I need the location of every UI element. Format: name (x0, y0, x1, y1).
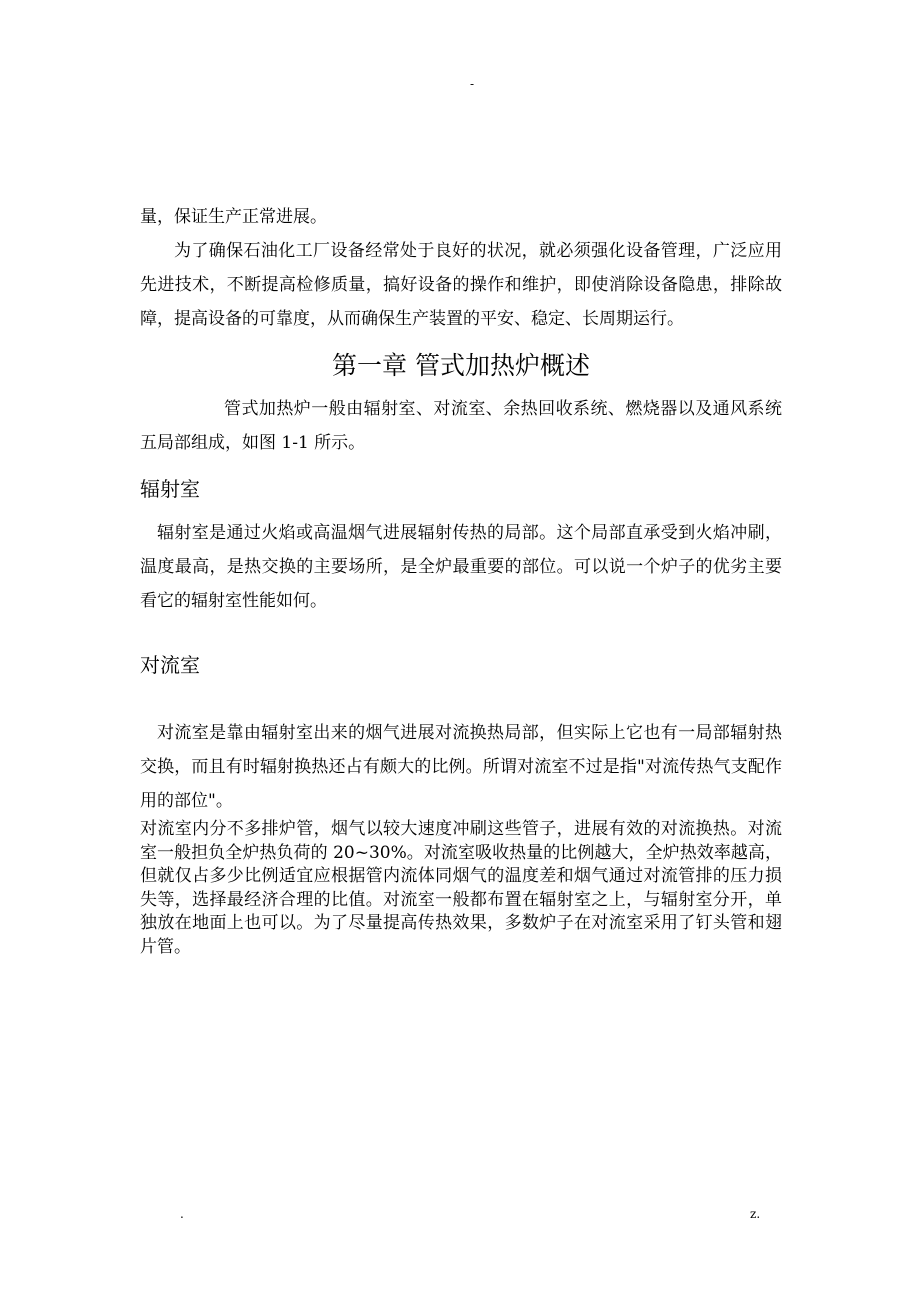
intro-paragraph-continued: 量，保证生产正常进展。 (140, 207, 327, 227)
document-body (140, 200, 782, 959)
section-heading-convection: 对流室 (140, 653, 200, 677)
chapter-intro-paragraph: 管式加热炉一般由辐射室、对流室、余热回收系统、燃烧器以及通风系统五局部组成，如图 1-1 所示。 (140, 399, 782, 453)
page-footer-right-mark: z. (750, 1207, 761, 1221)
chapter-title: 第一章 管式加热炉概述 (332, 351, 590, 380)
section-heading-radiant: 辐射室 (140, 477, 200, 501)
intro-paragraph: 为了确保石油化工厂设备经常处于良好的状况，就必须强化设备管理，广泛应用先进技术，不断提高检修质量，搞好设备的操作和维护，即使消除设备隐患，排除故障，提高设备的可靠度，从而确保生产装置的平安、稳定、长周期运行。 (140, 241, 782, 329)
radiant-paragraph: 辐射室是通过火焰或高温烟气进展辐射传热的局部。这个局部直承受到火焰冲刷，温度最高，是热交换的主要场所，是全炉最重要的部位。可以说一个炉子的优劣主要看它的辐射室性能如何。 (140, 523, 782, 611)
convection-paragraph-1: 对流室是靠由辐射室出来的烟气进展对流换热局部，但实际上它也有一局部辐射热交换，而且有时辐射换热还占有颇大的比例。所谓对流室不过是指"对流传热气支配作用的部位"。 (140, 723, 782, 811)
page-header-mark: - (470, 77, 475, 91)
page-footer-left-mark: . (180, 1207, 184, 1221)
convection-paragraph-2: 对流室内分不多排炉管，烟气以较大速度冲刷这些管子，进展有效的对流换热。对流室一般担负全炉热负荷的 20~30%。对流室吸收热量的比例越大，全炉热效率越高，但就仅占多少比例适宜应根据管内流体同烟气的温度差和烟气通过对流管排的压力损失等，选择最经济合理的比值。对流室一般都布置在辐射室之上，与辐射室分开，单独放在地面上也可以。为了尽量提高传热效果，多数炉子在对流室采用了钉头管和翅片管。 (140, 819, 782, 957)
